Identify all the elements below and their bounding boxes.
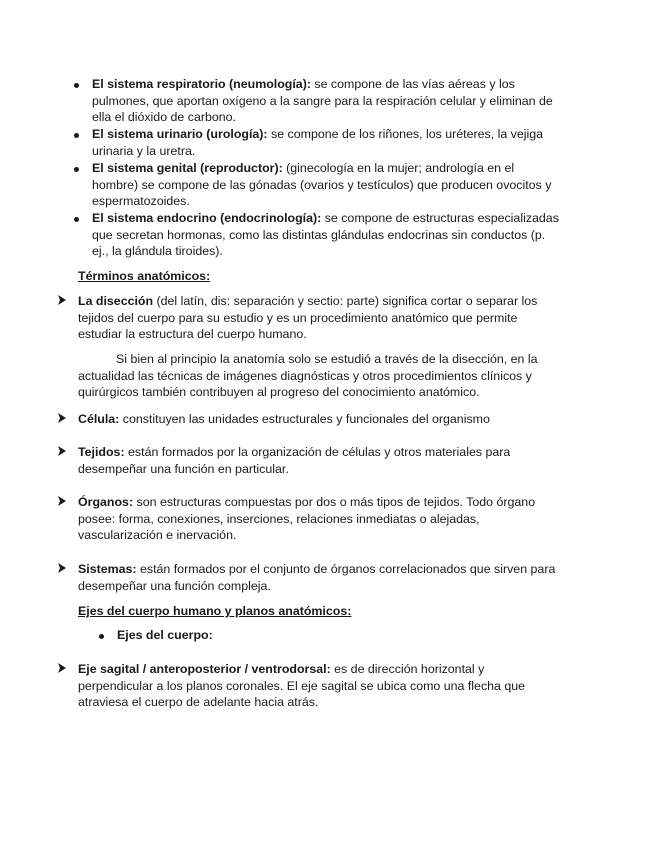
- term-text: constituyen las unidades estructurales y funcionales del organismo: [119, 412, 490, 426]
- system-text: pulmones, que aportan oxígeno a la sangre para la respiración celular y eliminan de: [92, 93, 553, 108]
- term-text: están formados por la organización de células y otros materiales para: [124, 445, 511, 459]
- arrow-bullet-icon: [57, 495, 67, 507]
- system-title: El sistema genital (reproductor):: [92, 161, 283, 175]
- bullet-dot-icon: [74, 217, 79, 222]
- term-text: (del latín, dis: separación y sectio: parte) significa cortar o separar los: [153, 294, 538, 308]
- system-text: espermatozoides.: [92, 194, 190, 209]
- term-tejidos: [78, 444, 598, 477]
- system-text: se compone de estructuras especializadas: [321, 211, 559, 225]
- term-text: perpendicular a los planos coronales. El eje sagital se ubica como una flecha que: [78, 678, 526, 693]
- term-text: desempeñar una función compleja.: [78, 578, 271, 593]
- term-text: estudiar la estructura del cuerpo humano.: [78, 327, 307, 342]
- bullet-dot-icon: [99, 634, 104, 639]
- axes-subheading: [117, 627, 213, 644]
- term-organos: [78, 494, 598, 544]
- term-title: Célula:: [78, 412, 120, 426]
- axes-sub-title: Ejes del cuerpo:: [117, 628, 213, 642]
- term-text: atraviesa el cuerpo de adelante hacia atrás.: [78, 695, 319, 710]
- term-sistemas: [78, 561, 598, 594]
- system-title: El sistema urinario (urología):: [92, 127, 268, 141]
- term-text: posee: forma, conexiones, inserciones, relaciones inmediatas o alejadas,: [78, 511, 480, 526]
- term-text: desempeñar una función en particular.: [78, 461, 289, 476]
- arrow-bullet-icon: [57, 562, 67, 574]
- term-text: están formados por el conjunto de órganos correlacionados que sirven para: [136, 562, 556, 576]
- system-text: (ginecología en la mujer; andrología en el: [282, 161, 515, 175]
- term-eje-sagital: [78, 661, 598, 711]
- bullet-dot-icon: [74, 83, 79, 88]
- arrow-bullet-icon: [57, 294, 67, 306]
- term-text: es de dirección horizontal y: [330, 662, 485, 676]
- term-text: vascularización e inervación.: [78, 528, 237, 543]
- term-title: Sistemas:: [78, 562, 137, 576]
- diseccion-paragraph: [78, 351, 598, 401]
- system-urinario: [92, 126, 592, 159]
- paragraph-line: quirúrgicos también contribuyen al progreso del conocimiento anatómico.: [78, 385, 480, 400]
- term-title: Órganos:: [78, 495, 134, 509]
- system-text: se compone de los riñones, los uréteres, la vejiga: [267, 127, 544, 141]
- bullet-dot-icon: [74, 133, 79, 138]
- term-celula: [78, 411, 598, 428]
- system-title: El sistema respiratorio (neumología):: [92, 77, 311, 91]
- system-text: hombre) se compone de las gónadas (ovarios y testículos) que producen ovocitos y: [92, 177, 552, 192]
- term-title: Tejidos:: [78, 445, 125, 459]
- term-diseccion: [78, 293, 598, 343]
- term-title: La disección: [78, 294, 154, 308]
- system-title: El sistema endocrino (endocrinología):: [92, 211, 322, 225]
- term-title: Eje sagital / anteroposterior / ventrodorsal:: [78, 662, 331, 676]
- arrow-bullet-icon: [57, 412, 67, 424]
- arrow-bullet-icon: [57, 445, 67, 457]
- axes-heading: Ejes del cuerpo humano y planos anatómicos:: [78, 604, 352, 618]
- paragraph-line: actualidad las técnicas de imágenes diagnósticas y otros procedimientos clínicos y: [78, 368, 532, 383]
- system-respiratorio: [92, 76, 592, 126]
- system-genital: [92, 160, 592, 210]
- system-text: ella el dióxido de carbono.: [92, 110, 236, 125]
- term-text: son estructuras compuestas por dos o más tipos de tejidos. Todo órgano: [133, 495, 536, 509]
- term-text: tejidos del cuerpo para su estudio y es un procedimiento anatómico que permite: [78, 310, 518, 325]
- system-text: que secretan hormonas, como las distintas glándulas endocrinas sin conductos (p.: [92, 227, 546, 242]
- terms-heading: Términos anatómicos:: [78, 269, 211, 283]
- bullet-dot-icon: [74, 167, 79, 172]
- paragraph-line: Si bien al principio la anatomía solo se estudió a través de la disección, en la: [116, 352, 538, 366]
- system-text: se compone de las vías aéreas y los: [310, 77, 515, 91]
- system-endocrino: [92, 210, 592, 260]
- system-text: ej., la glándula tiroides).: [92, 244, 223, 259]
- system-text: urinaria y la uretra.: [92, 143, 196, 158]
- arrow-bullet-icon: [57, 662, 67, 674]
